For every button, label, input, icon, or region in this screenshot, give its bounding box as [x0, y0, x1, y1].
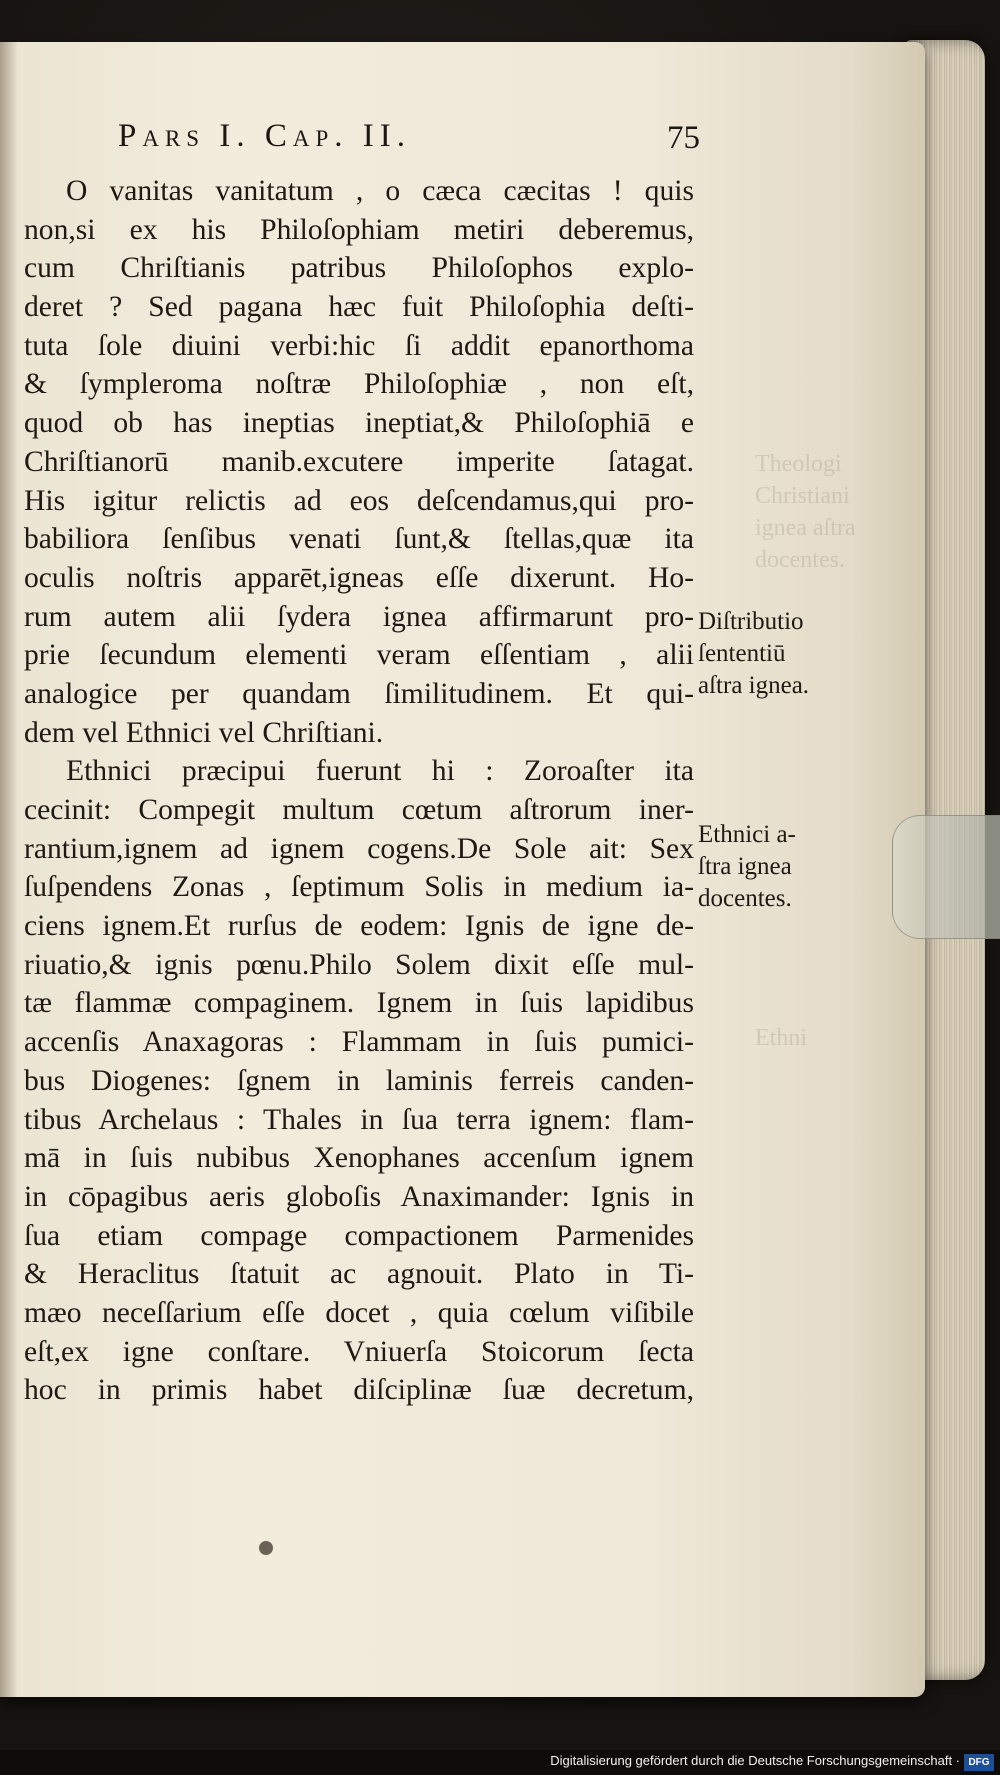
text-line: O vanitas vanitatum , o cæca cæcitas ! quis: [66, 175, 694, 207]
running-head: Pars I. Cap. II.: [118, 118, 411, 154]
text-line: non,si ex his Philoſophiam metiri deberemus,: [24, 213, 694, 246]
page-number: 75: [667, 120, 700, 156]
text-line: tuta ſole diuini verbi:hic ſi addit epanorthoma: [24, 329, 694, 362]
marginal-note: [698, 606, 898, 702]
gutter-shadow: [0, 42, 18, 1697]
body-text: [24, 172, 694, 1410]
marginal-line: docentes.: [698, 885, 792, 912]
show-through-line: docentes.: [755, 547, 845, 573]
text-line: tibus Archelaus : Thales in ſua terra ignem: flam-: [24, 1103, 694, 1136]
marginal-line: ſententiū: [698, 640, 786, 667]
show-through-text: [755, 448, 905, 576]
text-line: dem vel Ethnici vel Chriſtiani.: [24, 716, 384, 749]
text-line: in cōpagibus aeris globoſis Anaximander: Ignis in: [24, 1180, 694, 1213]
text-line: Ethnici præcipui fuerunt hi : Zoroaſter ita: [66, 755, 694, 788]
text-line: ciens ignem.Et rurſus de eodem: Ignis de igne de-: [24, 910, 694, 943]
show-through-line: Christiani: [755, 483, 850, 509]
text-line: cum Chriſtianis patribus Philoſophos explo-: [24, 252, 694, 285]
text-line: quod ob has ineptias ineptiat,& Philoſophiā e: [24, 407, 694, 440]
text-line: riuatio,& ignis pœnu.Philo Solem dixit eſſe mul-: [24, 948, 694, 981]
marginal-line: Diſtributio: [698, 608, 804, 635]
text-line: accenſis Anaxagoras : Flammam in ſuis pumici-: [24, 1026, 694, 1059]
marginal-line: Ethnici a-: [698, 821, 796, 848]
text-line: cecinit: Compegit multum cœtum aſtrorum iner-: [24, 794, 694, 826]
text-line: ſua etiam compage compactionem Parmenides: [24, 1219, 694, 1252]
show-through-line: Theologi: [755, 451, 842, 477]
text-line: rum autem alii ſydera ignea affirmarunt pro-: [24, 600, 694, 633]
text-line: eſt,ex igne conſtare. Vniuerſa Stoicorum ſecta: [24, 1335, 694, 1368]
marginal-line: aſtra ignea.: [698, 672, 810, 699]
text-line: mæo neceſſarium eſſe docet , quia cœlum viſibile: [24, 1296, 694, 1329]
text-line: hoc in primis habet diſciplinæ ſuæ decretum,: [24, 1374, 694, 1407]
dfg-logo: DFG: [964, 1754, 994, 1771]
funding-credit: Digitalisierung gefördert durch die Deutsche Forschungsgemeinschaft ·: [550, 1753, 960, 1768]
text-line: & ſympleroma noſtræ Philoſophiæ , non eſt,: [24, 368, 694, 401]
ink-spot: [259, 1541, 273, 1555]
text-line: deret ? Sed pagana hæc fuit Philoſophia deſti-: [24, 291, 694, 324]
text-line: & Heraclitus ſtatuit ac agnouit. Plato in Ti-: [24, 1258, 694, 1291]
text-line: analogice per quandam ſimilitudinem. Et qui-: [24, 677, 694, 710]
text-line: rantium,ignem ad ignem cogens.De Sole ait: Sex: [24, 832, 694, 865]
text-line: His igitur relictis ad eos deſcendamus,qui pro-: [24, 484, 694, 517]
marginal-note: [698, 819, 898, 915]
text-line: oculis noſtris apparēt,igneas eſſe dixerunt. Ho-: [24, 561, 694, 594]
text-line: babiliora ſenſibus venati ſunt,& ſtellas,quæ ita: [24, 523, 694, 556]
text-line: Chriſtianorū manib.excutere imperite ſatagat.: [24, 445, 694, 478]
text-line: mā in ſuis nubibus Xenophanes accenſum ignem: [24, 1142, 694, 1175]
show-through-line: ignea aſtra: [755, 515, 856, 541]
show-through-text: [755, 1022, 905, 1054]
text-line: bus Diogenes: ſgnem in laminis ferreis canden-: [24, 1064, 694, 1097]
text-line: tæ flammæ compaginem. Ignem in ſuis lapidibus: [24, 987, 694, 1020]
text-line: prie ſecundum elementi veram eſſentiam , alii: [24, 639, 694, 672]
page-marker-tab: [892, 815, 1000, 939]
marginal-line: ſtra ignea: [698, 853, 792, 880]
text-line: ſuſpendens Zonas , ſeptimum Solis in medium ia-: [24, 871, 694, 904]
show-through-line: Ethni: [755, 1025, 807, 1051]
